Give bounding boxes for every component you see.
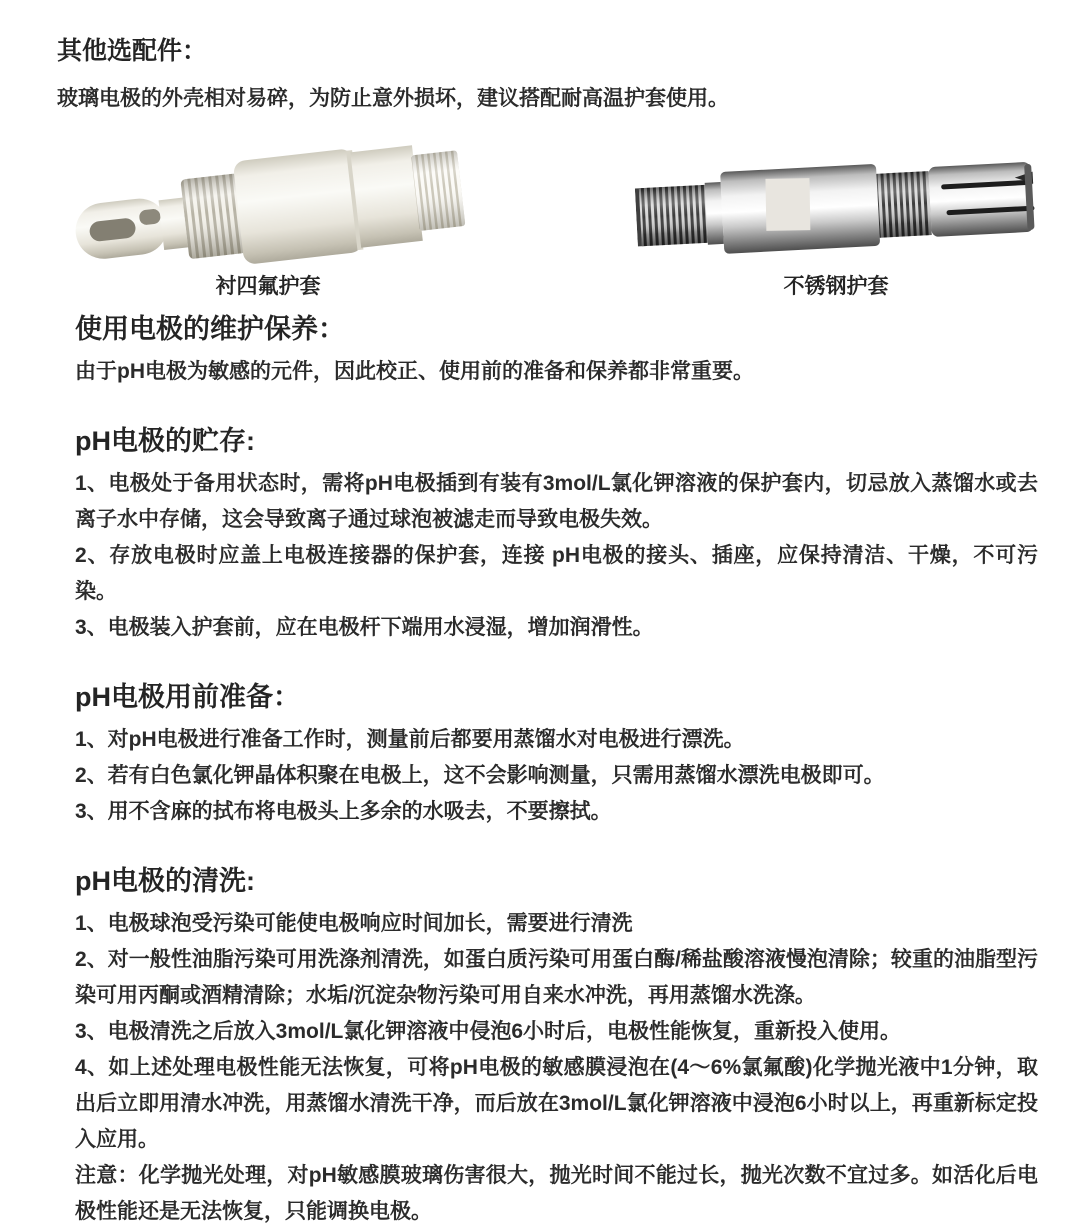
ptfe-sleeve-illustration: [66, 122, 470, 292]
cleaning-item-1: 1、电极球泡受污染可能使电极响应时间加长，需要进行清洗: [75, 912, 633, 935]
section-storage: [75, 424, 1038, 646]
section-preparation: [75, 680, 1038, 830]
cleaning-heading: pH电极的清洗:: [75, 866, 255, 896]
cleaning-note: 注意：化学抛光处理，对pH敏感膜玻璃伤害很大，抛光时间不能过长，抛光次数不宜过多。如活化后电极性能还是无法恢复，只能调换电极。: [75, 1164, 1038, 1223]
storage-item-3: 3、电极装入护套前，应在电极杆下端用水浸湿，增加润滑性。: [75, 616, 654, 639]
manual-content: [0, 312, 1080, 1230]
intro-text: 玻璃电极的外壳相对易碎，为防止意外损坏，建议搭配耐高温护套使用。: [57, 87, 729, 110]
page-title: 其他选配件：: [57, 37, 208, 65]
preparation-item-3: 3、用不含麻的拭布将电极头上多余的水吸去，不要擦拭。: [75, 800, 612, 823]
storage-heading: pH电极的贮存:: [75, 426, 255, 456]
cleaning-item-3: 3、电极清洗之后放入3mol/L氯化钾溶液中侵泡6小时后，电极性能恢复，重新投入使用。: [75, 1020, 902, 1043]
maintenance-heading: 使用电极的维护保养：: [75, 314, 345, 344]
preparation-item-1: 1、对pH电极进行准备工作时，测量前后都要用蒸馏水对电极进行漂洗。: [75, 728, 745, 751]
storage-item-2: 2、存放电极时应盖上电极连接器的保护套，连接 pH电极的接头、插座，应保持清洁、干燥，不可污染。: [75, 544, 1038, 603]
storage-item-1: 1、电极处于备用状态时，需将pH电极插到有装有3mol/L氯化钾溶液的保护套内，切忌放入蒸馏水或去离子水中存储，这会导致离子通过球泡被滤走而导致电极失效。: [75, 472, 1038, 531]
accessory-figures: [0, 142, 1080, 300]
section-cleaning: [75, 864, 1038, 1230]
steel-sleeve-illustration: [634, 144, 1039, 267]
steel-sleeve-caption: 不锈钢护套: [783, 275, 889, 298]
maintenance-text: 由于pH电极为敏感的元件，因此校正、使用前的准备和保养都非常重要。: [75, 360, 754, 383]
top-block: [0, 36, 1080, 114]
preparation-item-2: 2、若有白色氯化钾晶体积聚在电极上，这不会影响测量，只需用蒸馏水漂洗电极即可。: [75, 764, 885, 787]
cleaning-item-4: 4、如上述处理电极性能无法恢复，可将pH电极的敏感膜浸泡在(4～6%氯氟酸)化学抛光液中1分钟，取出后立即用清水冲洗，用蒸馏水清洗干净，而后放在3mol/L氯化钾溶液中浸泡6小时以上，再重新标定投入应用。: [75, 1056, 1038, 1151]
steel-sleeve-photo: [636, 154, 1036, 256]
ptfe-sleeve-caption: 衬四氟护套: [215, 275, 321, 298]
section-maintenance: [75, 312, 1038, 390]
preparation-heading: pH电极用前准备：: [75, 682, 300, 712]
cleaning-item-2: 2、对一般性油脂污染可用洗涤剂清洗，如蛋白质污染可用蛋白酶/稀盐酸溶液慢泡清除；较重的油脂型污染可用丙酮或酒精清除；水垢/沉淀杂物污染可用自来水冲洗，再用蒸馏水洗涤。: [75, 948, 1038, 1007]
ptfe-sleeve-photo: [72, 144, 464, 270]
